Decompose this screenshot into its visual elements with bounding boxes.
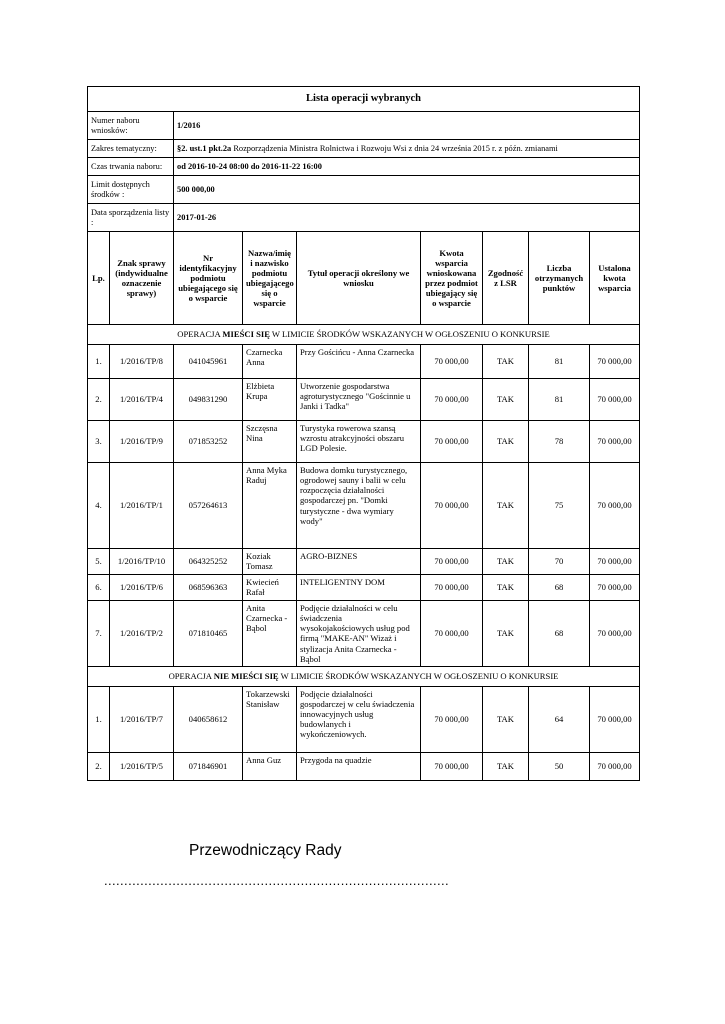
- section-row: [88, 666, 640, 686]
- lsr-compliance: TAK: [483, 686, 529, 752]
- id-number: 071810465: [174, 601, 243, 667]
- meta-value-bold: 1/2016: [177, 120, 201, 130]
- row-number: 6.: [88, 575, 110, 601]
- table-row: [88, 463, 640, 549]
- row-number: 1.: [88, 686, 110, 752]
- granted-amount: 70 000,00: [590, 601, 640, 667]
- signer-title: Przewodniczący Rady: [189, 842, 342, 859]
- granted-amount: 70 000,00: [590, 345, 640, 379]
- lsr-compliance: TAK: [483, 752, 529, 780]
- lsr-compliance: TAK: [483, 421, 529, 463]
- meta-value: [174, 176, 640, 204]
- case-number: 1/2016/TP/1: [110, 463, 174, 549]
- section-heading: [88, 666, 640, 686]
- case-number: 1/2016/TP/2: [110, 601, 174, 667]
- id-number: 049831290: [174, 379, 243, 421]
- operation-title: Utworzenie gospodarstwa agroturystycznego "Gościnnie u Janki i Tadka": [297, 379, 421, 421]
- requested-amount: 70 000,00: [421, 575, 483, 601]
- lsr-compliance: TAK: [483, 345, 529, 379]
- operation-title: Turystyka rowerowa szansą wzrostu atrakcyjności obszaru LGD Polesie.: [297, 421, 421, 463]
- applicant-name: Anna Myka Raduj: [243, 463, 297, 549]
- column-header: Lp.: [88, 232, 110, 325]
- meta-value-bold: od 2016-10-24 08:00 do 2016-11-22 16:00: [177, 161, 322, 171]
- id-number: 071846901: [174, 752, 243, 780]
- meta-value: [174, 140, 640, 158]
- granted-amount: 70 000,00: [590, 686, 640, 752]
- applicant-name: Tokarzewski Stanisław: [243, 686, 297, 752]
- granted-amount: 70 000,00: [590, 575, 640, 601]
- meta-row: [88, 140, 640, 158]
- id-number: 071853252: [174, 421, 243, 463]
- column-header: Kwota wsparcia wnioskowana przez podmiot ubiegający się o wsparcie: [421, 232, 483, 325]
- document-title: Lista operacji wybranych: [88, 87, 640, 112]
- meta-row: [88, 204, 640, 232]
- requested-amount: 70 000,00: [421, 686, 483, 752]
- section-heading: [88, 325, 640, 345]
- table-row: [88, 686, 640, 752]
- applicant-name: Koziak Tomasz: [243, 549, 297, 575]
- granted-amount: 70 000,00: [590, 549, 640, 575]
- operation-title: Podjęcie działalności gospodarczej w celu świadczenia innowacyjnych usług budowlanych i wykończeniowych.: [297, 686, 421, 752]
- requested-amount: 70 000,00: [421, 601, 483, 667]
- meta-value: [174, 204, 640, 232]
- points: 68: [529, 575, 590, 601]
- points: 78: [529, 421, 590, 463]
- operation-title: AGRO-BIZNES: [297, 549, 421, 575]
- points: 68: [529, 601, 590, 667]
- points: 81: [529, 345, 590, 379]
- column-header: Tytuł operacji określony we wniosku: [297, 232, 421, 325]
- points: 81: [529, 379, 590, 421]
- case-number: 1/2016/TP/6: [110, 575, 174, 601]
- operation-title: INTELIGENTNY DOM: [297, 575, 421, 601]
- granted-amount: 70 000,00: [590, 463, 640, 549]
- meta-label: Data sporządzenia listy :: [88, 204, 174, 232]
- granted-amount: 70 000,00: [590, 752, 640, 780]
- meta-row: [88, 112, 640, 140]
- document: [87, 86, 639, 781]
- table-row: [88, 549, 640, 575]
- column-header: Nr identyfikacyjny podmiotu ubiegającego się o wsparcie: [174, 232, 243, 325]
- column-header: Znak sprawy (indywidualne oznaczenie sprawy): [110, 232, 174, 325]
- meta-label: Limit dostępnych środków :: [88, 176, 174, 204]
- requested-amount: 70 000,00: [421, 549, 483, 575]
- meta-label: Czas trwania naboru:: [88, 158, 174, 176]
- id-number: 064325252: [174, 549, 243, 575]
- operation-title: Przy Gościńcu - Anna Czarnecka: [297, 345, 421, 379]
- requested-amount: 70 000,00: [421, 379, 483, 421]
- case-number: 1/2016/TP/4: [110, 379, 174, 421]
- requested-amount: 70 000,00: [421, 345, 483, 379]
- applicant-name: Czarnecka Anna: [243, 345, 297, 379]
- applicant-name: Anna Guz: [243, 752, 297, 780]
- table-row: [88, 752, 640, 780]
- meta-label: Zakres tematyczny:: [88, 140, 174, 158]
- meta-value: [174, 158, 640, 176]
- applicant-name: Anita Czarnecka - Bąbol: [243, 601, 297, 667]
- id-number: 040658612: [174, 686, 243, 752]
- case-number: 1/2016/TP/7: [110, 686, 174, 752]
- row-number: 2.: [88, 752, 110, 780]
- operation-title: Podjęcie działalności w celu świadczenia wysokojakościowych usług pod firmą "MAKE-AN" Wizaż i stylizacja Anita Czarnecka - Bąbol: [297, 601, 421, 667]
- applicant-name: Szczęsna Nina: [243, 421, 297, 463]
- case-number: 1/2016/TP/5: [110, 752, 174, 780]
- id-number: 041045961: [174, 345, 243, 379]
- applicant-name: Kwiecień Rafał: [243, 575, 297, 601]
- signature-line: ......................................................................................: [104, 873, 450, 888]
- lsr-compliance: TAK: [483, 379, 529, 421]
- requested-amount: 70 000,00: [421, 421, 483, 463]
- column-header: Ustalona kwota wsparcia: [590, 232, 640, 325]
- lsr-compliance: TAK: [483, 463, 529, 549]
- meta-value-bold: 500 000,00: [177, 184, 215, 194]
- section-post: W LIMICIE ŚRODKÓW WSKAZANYCH W OGŁOSZENIU O KONKURSIE: [278, 671, 559, 682]
- points: 64: [529, 686, 590, 752]
- column-header: Nazwa/imię i nazwisko podmiotu ubiegającego się o wsparcie: [243, 232, 297, 325]
- section-pre: OPERACJA: [177, 329, 223, 340]
- table-row: [88, 601, 640, 667]
- points: 50: [529, 752, 590, 780]
- case-number: 1/2016/TP/10: [110, 549, 174, 575]
- section-bold: MIEŚCI SIĘ: [222, 329, 270, 340]
- row-number: 3.: [88, 421, 110, 463]
- applicant-name: Elżbieta Krupa: [243, 379, 297, 421]
- meta-label: Numer naboru wniosków:: [88, 112, 174, 140]
- operation-title: Przygoda na quadzie: [297, 752, 421, 780]
- id-number: 068596363: [174, 575, 243, 601]
- lsr-compliance: TAK: [483, 601, 529, 667]
- section-pre: OPERACJA: [168, 671, 214, 682]
- operations-table: [87, 86, 640, 781]
- case-number: 1/2016/TP/9: [110, 421, 174, 463]
- meta-value-bold: §2. ust.1 pkt.2a: [177, 143, 232, 153]
- meta-value-rest: Rozporządzenia Ministra Rolnictwa i Rozwoju Wsi z dnia 24 września 2015 r. z późn. zmianami: [231, 143, 558, 153]
- column-header: Liczba otrzymanych punktów: [529, 232, 590, 325]
- row-number: 2.: [88, 379, 110, 421]
- requested-amount: 70 000,00: [421, 752, 483, 780]
- section-row: [88, 325, 640, 345]
- row-number: 4.: [88, 463, 110, 549]
- case-number: 1/2016/TP/8: [110, 345, 174, 379]
- row-number: 5.: [88, 549, 110, 575]
- operation-title: Budowa domku turystycznego, ogrodowej sauny i balii w celu rozpoczęcia działalności gospodarczej pn. "Domki turystyczne - dwa wymiary wody": [297, 463, 421, 549]
- table-row: [88, 421, 640, 463]
- meta-value: [174, 112, 640, 140]
- header-row: [88, 232, 640, 325]
- id-number: 057264613: [174, 463, 243, 549]
- row-number: 7.: [88, 601, 110, 667]
- lsr-compliance: TAK: [483, 575, 529, 601]
- meta-row: [88, 176, 640, 204]
- table-row: [88, 345, 640, 379]
- points: 70: [529, 549, 590, 575]
- points: 75: [529, 463, 590, 549]
- meta-value-bold: 2017-01-26: [177, 212, 217, 222]
- table-row: [88, 575, 640, 601]
- granted-amount: 70 000,00: [590, 421, 640, 463]
- table-row: [88, 379, 640, 421]
- meta-row: [88, 158, 640, 176]
- column-header: Zgodność z LSR: [483, 232, 529, 325]
- lsr-compliance: TAK: [483, 549, 529, 575]
- requested-amount: 70 000,00: [421, 463, 483, 549]
- granted-amount: 70 000,00: [590, 379, 640, 421]
- section-post: W LIMICIE ŚRODKÓW WSKAZANYCH W OGŁOSZENIU O KONKURSIE: [269, 329, 550, 340]
- section-bold: NIE MIEŚCI SIĘ: [213, 671, 279, 682]
- row-number: 1.: [88, 345, 110, 379]
